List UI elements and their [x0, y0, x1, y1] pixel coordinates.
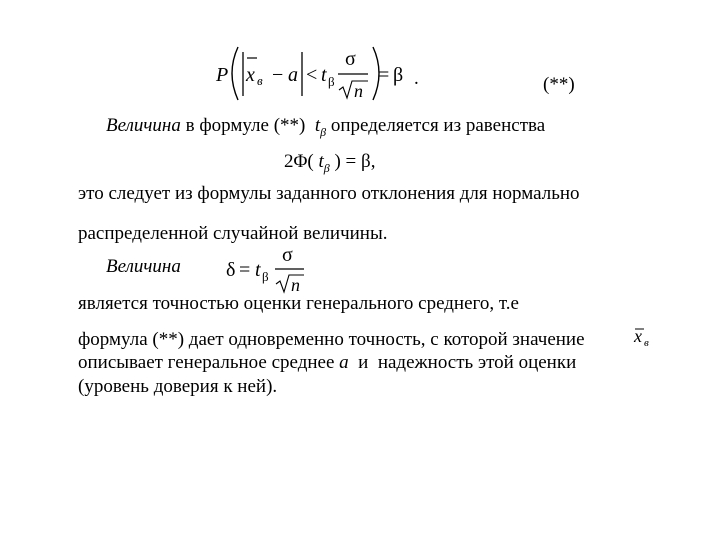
line-1	[106, 115, 545, 143]
delta-n: n	[291, 275, 300, 294]
phi-left: 2Φ(	[284, 151, 314, 172]
delta-t: t	[255, 259, 261, 281]
word-velichina: Величина	[106, 115, 181, 136]
formula-tag: (**)	[543, 74, 575, 95]
formula-lt: <	[306, 64, 318, 86]
line-2-equation	[284, 151, 375, 179]
formula-p: P	[216, 64, 229, 86]
xbar-inline-x: x	[634, 326, 642, 346]
delta-t-sub: β	[262, 269, 269, 284]
formula-minus: −	[272, 64, 284, 86]
line1-rest: определяется из равенства	[330, 115, 546, 136]
phi-right: ) = β,	[334, 151, 376, 172]
word-velichina-2: Величина	[106, 256, 181, 277]
formula-n: n	[354, 81, 363, 101]
t-subscript: β	[320, 124, 327, 139]
t-symbol-2: t	[318, 151, 324, 172]
left-paren	[232, 47, 238, 100]
formula-eq: =	[378, 64, 390, 86]
line-7: формула (**) дает одновременно точность, с которой значение	[78, 329, 585, 350]
formula-x-sub: в	[257, 73, 263, 88]
symbol-a: a	[339, 352, 349, 373]
delta-formula	[224, 244, 324, 294]
xbar-inline-sub: в	[644, 337, 649, 349]
line1-text: в формуле (**)	[185, 115, 306, 136]
formula-x: x	[246, 64, 255, 86]
t-beta	[314, 115, 327, 139]
t-beta-2	[318, 151, 330, 175]
formula-t-sub: β	[328, 74, 335, 89]
delta-symbol: δ	[226, 259, 236, 281]
line-9: (уровень доверия к ней).	[78, 376, 278, 397]
line-4: распределенной случайной величины.	[78, 223, 388, 244]
formula-sigma: σ	[345, 48, 356, 70]
line8-text-b: и надежность этой оценки	[348, 352, 577, 373]
formula-beta: β	[393, 64, 404, 86]
formula-a: a	[288, 64, 298, 86]
formula-dot: .	[414, 68, 419, 89]
delta-eq: =	[239, 259, 251, 281]
main-formula	[210, 40, 410, 106]
formula-t: t	[321, 64, 327, 86]
delta-sigma: σ	[282, 244, 293, 266]
line8-text-a: описывает генеральное среднее	[78, 352, 340, 373]
t-symbol: t	[314, 115, 321, 136]
t-subscript-2: β	[323, 160, 330, 175]
line-6: является точностью оценки генерального среднего, т.е	[78, 293, 519, 314]
line-3: это следует из формулы заданного отклонения для нормально	[78, 183, 580, 204]
xbar-inline	[632, 322, 662, 352]
line-8	[78, 352, 576, 374]
